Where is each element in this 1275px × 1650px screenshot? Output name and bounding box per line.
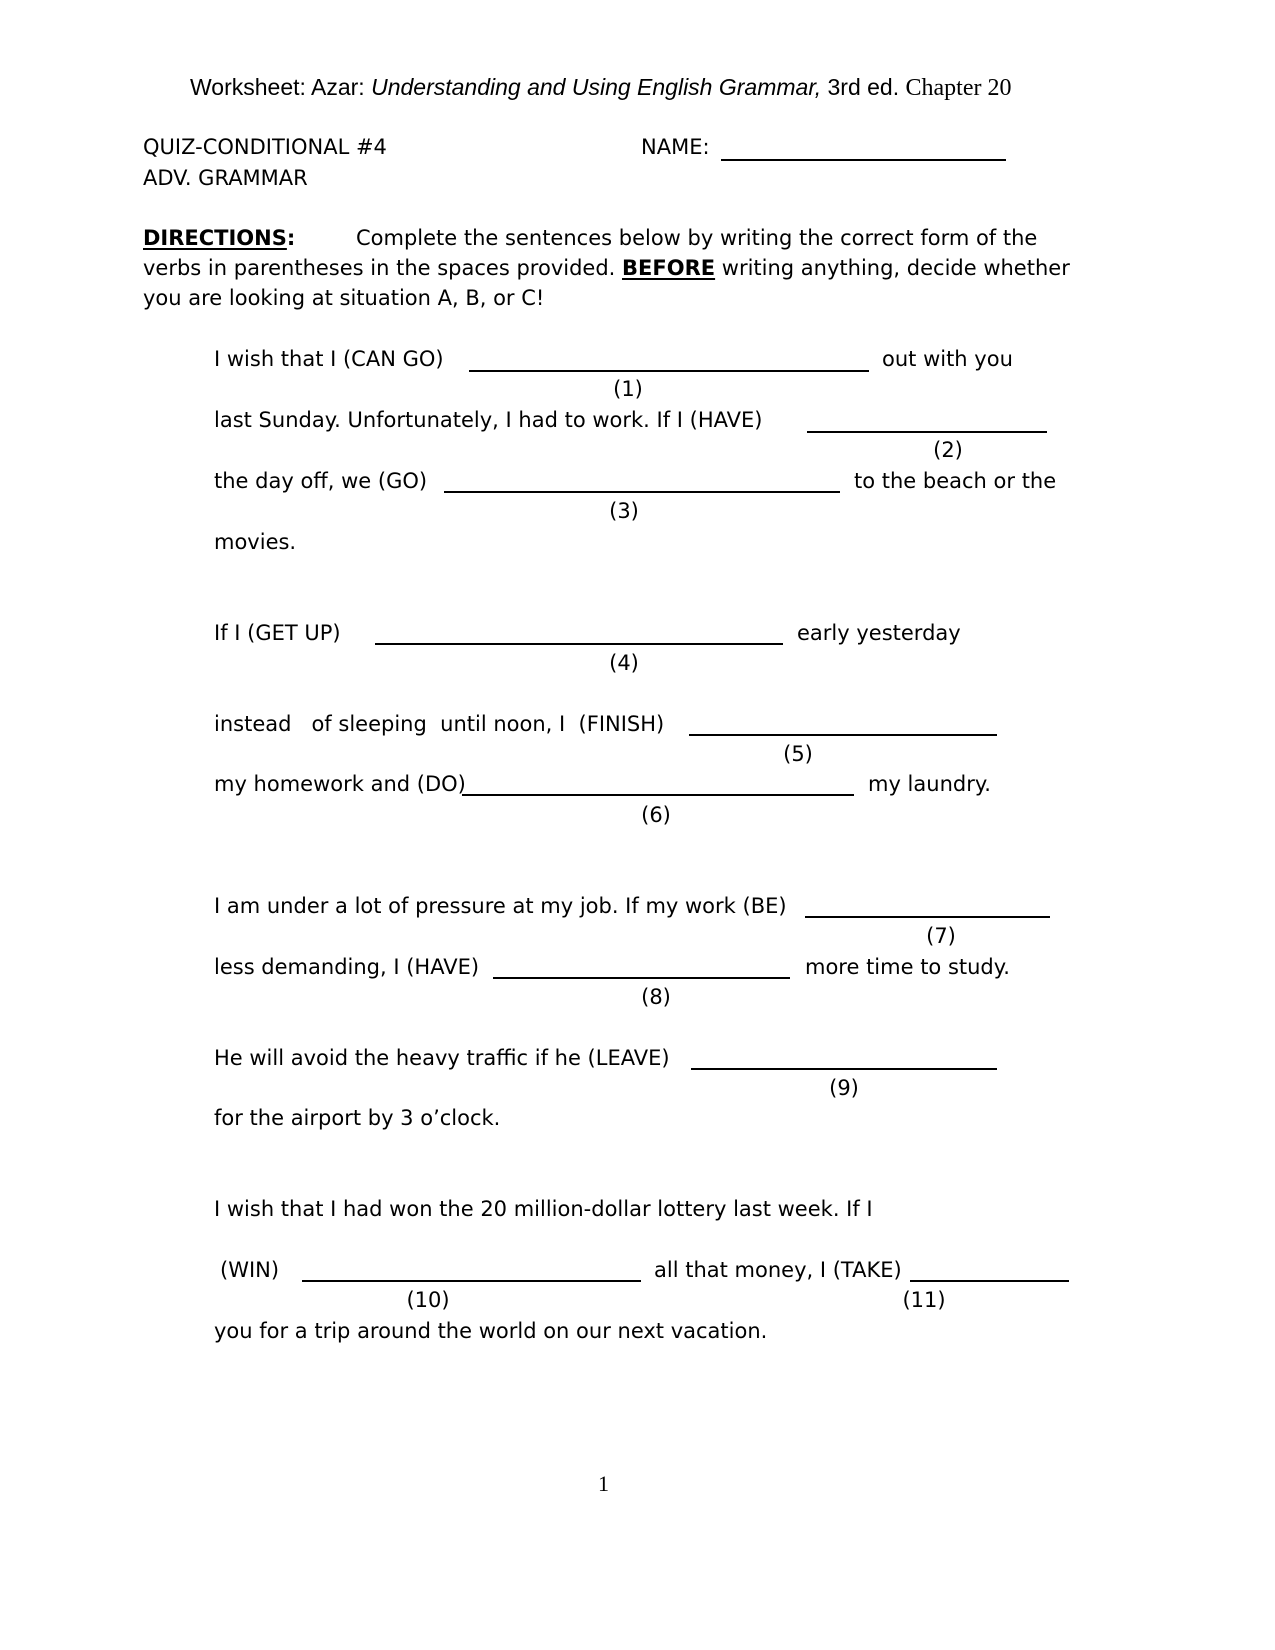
blank-number-11: (11) (902, 1288, 946, 1312)
blank-number-6: (6) (641, 803, 671, 827)
blank-2[interactable] (807, 431, 1047, 433)
course-name: ADV. GRAMMAR (143, 166, 308, 190)
blank-9[interactable] (691, 1068, 997, 1070)
blank-4[interactable] (375, 643, 783, 645)
blank-3[interactable] (444, 491, 840, 493)
directions-text-1: Complete the sentences below by writing the correct form of the (356, 226, 1038, 250)
before-emphasis: BEFORE (622, 256, 716, 280)
quiz-title: QUIZ-CONDITIONAL #4 (143, 135, 387, 159)
name-label: NAME: (641, 135, 710, 159)
blank-5[interactable] (689, 734, 997, 736)
blank-1[interactable] (469, 370, 869, 372)
sentence-3c: movies. (214, 530, 297, 554)
page-number: 1 (598, 1471, 609, 1496)
sentence-3b: to the beach or the (854, 469, 1057, 493)
blank-10[interactable] (302, 1280, 641, 1282)
blank-number-2: (2) (933, 438, 963, 462)
directions-line-2 (143, 256, 1070, 280)
directions-label: DIRECTIONS (143, 226, 287, 250)
header-edition: 3rd ed. (821, 74, 906, 100)
blank-8[interactable] (493, 977, 790, 979)
blank-number-9: (9) (829, 1076, 859, 1100)
blank-6[interactable] (462, 794, 854, 796)
blank-number-1: (1) (613, 377, 643, 401)
sentence-9a: He will avoid the heavy traffic if he (LEAVE) (214, 1046, 670, 1070)
directions-line-1 (143, 226, 295, 250)
sentence-10a: (WIN) (220, 1258, 280, 1282)
blank-number-7: (7) (926, 924, 956, 948)
sentence-5a: instead of sleeping until noon, I (FINISH) (214, 712, 665, 736)
worksheet-header (190, 74, 1011, 102)
sentence-4b: early yesterday (797, 621, 961, 645)
sentence-11: you for a trip around the world on our next vacation. (214, 1319, 768, 1343)
directions-text-2a: verbs in parentheses in the spaces provided. (143, 256, 623, 280)
blank-11[interactable] (910, 1280, 1069, 1282)
sentence-10b: all that money, I (TAKE) (654, 1258, 902, 1282)
header-prefix: Worksheet: Azar: (190, 74, 372, 100)
sentence-1a: I wish that I (CAN GO) (214, 347, 444, 371)
blank-number-5: (5) (783, 742, 813, 766)
sentence-6b: my laundry. (868, 772, 991, 796)
sentence-3a: the day off, we (GO) (214, 469, 428, 493)
blank-number-3: (3) (609, 499, 639, 523)
blank-number-10: (10) (406, 1288, 450, 1312)
sentence-4a: If I (GET UP) (214, 621, 341, 645)
sentence-1b: out with you (882, 347, 1013, 371)
sentence-2a: last Sunday. Unfortunately, I had to work. If I (HAVE) (214, 408, 763, 432)
sentence-8a: less demanding, I (HAVE) (214, 955, 480, 979)
directions-text-3: you are looking at situation A, B, or C! (143, 286, 545, 310)
blank-number-8: (8) (641, 985, 671, 1009)
name-blank[interactable] (721, 159, 1006, 161)
sentence-10-intro: I wish that I had won the 20 million-dollar lottery last week. If I (214, 1197, 873, 1221)
header-chapter: Chapter 20 (905, 75, 1012, 101)
directions-text-2b: writing anything, decide whether (715, 256, 1070, 280)
sentence-8b: more time to study. (805, 955, 1010, 979)
book-title: Understanding and Using English Grammar, (371, 74, 822, 100)
sentence-9b: for the airport by 3 o’clock. (214, 1106, 501, 1130)
directions-colon: : (286, 226, 296, 250)
blank-7[interactable] (805, 916, 1050, 918)
blank-number-4: (4) (609, 651, 639, 675)
sentence-6a: my homework and (DO) (214, 772, 466, 796)
sentence-7a: I am under a lot of pressure at my job. If my work (BE) (214, 894, 787, 918)
